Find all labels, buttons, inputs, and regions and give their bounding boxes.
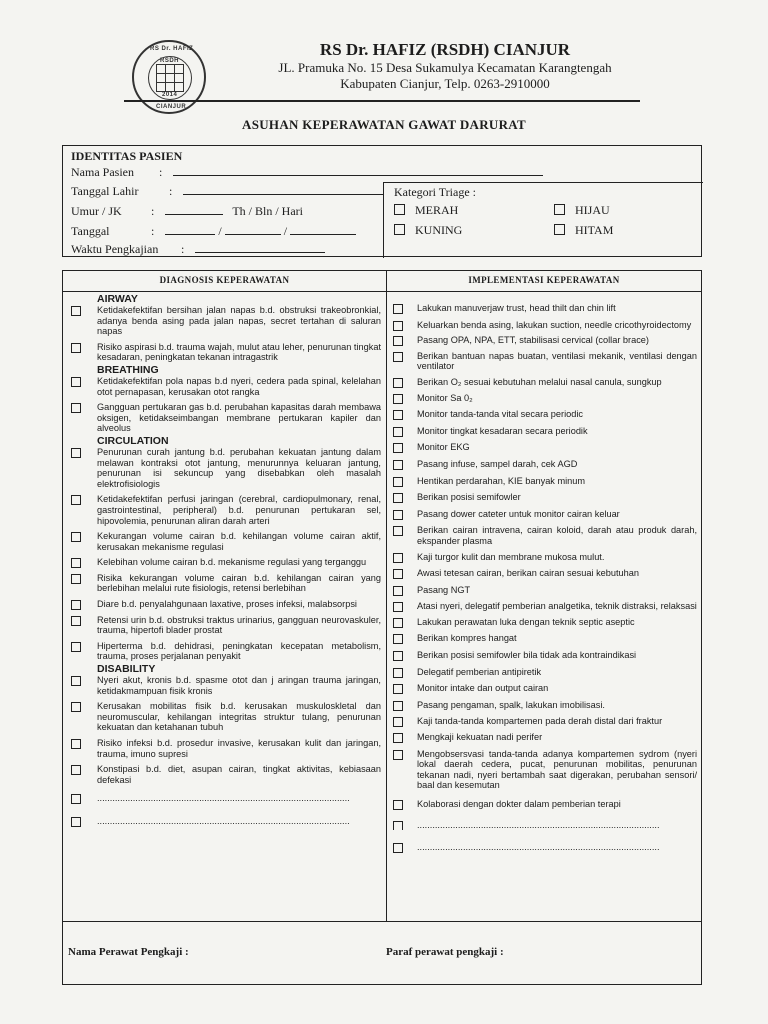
diagnosis-item[interactable]	[67, 376, 381, 397]
checkbox[interactable]	[393, 553, 403, 563]
section-circulation: CIRCULATION	[97, 434, 169, 447]
implementation-item[interactable]	[389, 320, 697, 331]
implementation-text: Awasi tetesan cairan, berikan cairan sesuai kebutuhan	[417, 568, 639, 579]
diagnosis-column	[67, 293, 381, 827]
checkbox[interactable]	[71, 495, 81, 505]
tanggal-day-field[interactable]	[165, 223, 215, 235]
checkbox[interactable]	[554, 204, 565, 215]
hospital-logo	[132, 40, 206, 114]
implementation-text: Monitor EKG	[417, 442, 470, 453]
diagnosis-item[interactable]	[67, 342, 381, 363]
checkbox[interactable]	[71, 574, 81, 584]
implementation-text: Monitor Sa 0₂	[417, 392, 473, 403]
checkbox[interactable]	[71, 702, 81, 712]
implementation-item[interactable]	[389, 667, 697, 678]
implementation-item[interactable]	[389, 617, 697, 628]
label-tanggal: Tanggal	[71, 224, 110, 238]
implementation-item[interactable]	[389, 492, 697, 503]
date-separator: /	[218, 224, 222, 238]
checkbox[interactable]	[393, 684, 403, 694]
footer-row-divider	[63, 921, 701, 922]
implementation-text: Mengobsersvasi tanda-tanda adanya kompartemen sydrom (nyeri lokal daerah cedera, pucat, penurunan mobilitas, penurunan tekanan nadi, nyeri bertambah saat digerakan, perubahan sensori/ baal dan kesemutan	[417, 748, 697, 791]
diagnosis-text: Ketidakefektifan perfusi jaringan (cerebral, cardiopulmonary, renal, gastrointestinal, peripheral) b.d. penurunan pertukaran sel, hipovolemia, penurunan aliran darah arteri	[97, 494, 381, 526]
label-umur-jk: Umur / JK	[71, 204, 122, 218]
triage-option-merah[interactable]	[394, 203, 458, 218]
implementation-item[interactable]	[389, 650, 697, 661]
triage-option-hijau[interactable]	[554, 203, 610, 218]
diagnosis-item[interactable]	[67, 764, 381, 785]
checkbox[interactable]	[393, 821, 403, 831]
checkbox[interactable]	[394, 224, 405, 235]
logo-text-bottom: CIANJUR	[156, 104, 187, 110]
checkbox[interactable]	[71, 642, 81, 652]
checkbox[interactable]	[71, 765, 81, 775]
implementation-text: Berikan O₂ sesuai kebutuhan melalui nasal canula, sungkup	[417, 376, 662, 387]
waktu-pengkajian-field[interactable]	[195, 241, 325, 253]
implementation-item[interactable]	[389, 700, 697, 711]
blank-line: ...................................................................................................	[97, 815, 350, 826]
tanggal-month-field[interactable]	[225, 223, 281, 235]
checkbox[interactable]	[393, 378, 403, 388]
implementation-item[interactable]	[389, 552, 697, 563]
checkbox[interactable]	[554, 224, 565, 235]
blank-line: ...............................................................................................	[417, 819, 660, 830]
implementation-column	[389, 303, 697, 853]
row-umur-jk	[71, 203, 303, 219]
checkbox[interactable]	[71, 817, 81, 827]
checkbox[interactable]	[393, 668, 403, 678]
implementation-text: Pasang NGT	[417, 584, 471, 595]
section-breathing: BREATHING	[97, 363, 159, 376]
diagnosis-text: Retensi urin b.d. obstruksi traktus urinarius, gangguan neurovaskuler, trauma, hipertofi blader prostat	[97, 614, 381, 636]
diagnosis-column-header: DIAGNOSIS KEPERAWATAN	[159, 275, 290, 285]
implementation-item[interactable]	[389, 749, 697, 791]
checkbox[interactable]	[71, 377, 81, 387]
implementation-item[interactable]	[389, 476, 697, 487]
implementation-item[interactable]	[389, 393, 697, 404]
nama-pasien-field[interactable]	[173, 164, 543, 176]
implementation-text: Lakukan manuverjaw trust, head thilt dan chin lift	[417, 303, 616, 313]
checkbox[interactable]	[393, 618, 403, 628]
document-title: ASUHAN KEPERAWATAN GAWAT DARURAT	[242, 117, 526, 132]
diagnosis-blank-item[interactable]	[67, 793, 381, 804]
implementation-item[interactable]	[389, 377, 697, 388]
implementation-text: Monitor tingkat kesadaran secara periodik	[417, 425, 588, 436]
diagnosis-text: Gangguan pertukaran gas b.d. perubahan kapasitas darah membawa oksigen, ketidakseimbangan membrane pertukaran kapiler dan alveolus	[97, 402, 381, 434]
diagnosis-item[interactable]	[67, 447, 381, 489]
checkbox[interactable]	[71, 306, 81, 316]
triage-label: HIJAU	[575, 203, 610, 217]
checkbox[interactable]	[71, 532, 81, 542]
implementation-item[interactable]	[389, 732, 697, 743]
diagnosis-text: Ketidakefektifan bersihan jalan napas b.d. obstruksi trakeobronkial, adanya benda asing pada jalan napas, secret tertahan di saluran napas	[97, 305, 381, 337]
implementation-item[interactable]	[389, 459, 697, 470]
checkbox[interactable]	[393, 634, 403, 644]
identity-heading: IDENTITAS PASIEN	[71, 149, 183, 163]
diagnosis-item[interactable]	[67, 531, 381, 552]
implementation-blank-item[interactable]	[389, 820, 697, 831]
diagnosis-text: Penurunan curah jantung b.d. perubahan kekuatan jantung dalam melawan kontraksi otot jantung, menurunnya keluaran jantung, penurunan isi sekuncup yang disebabkan oleh masalah elektrofisiologis	[97, 446, 381, 489]
triage-option-hitam[interactable]	[554, 223, 613, 238]
checkbox[interactable]	[393, 336, 403, 346]
tanggal-lahir-field[interactable]	[183, 183, 383, 195]
checkbox[interactable]	[71, 403, 81, 413]
implementation-text: Lakukan perawatan luka dengan teknik septic aseptic	[417, 616, 635, 627]
implementation-text: Hentikan perdarahan, KIE banyak minum	[417, 475, 586, 486]
implementation-item[interactable]	[389, 633, 697, 644]
hospital-address: JL. Pramuka No. 15 Desa Sukamulya Kecamatan Karangtengah	[278, 60, 612, 75]
checkbox[interactable]	[393, 701, 403, 711]
implementation-text: Berikan cairan intravena, cairan koloid, darah atau produk darah, ekspander plasma	[417, 525, 697, 546]
blank-line: ...................................................................................................	[97, 793, 350, 804]
checkbox[interactable]	[393, 352, 403, 362]
checkbox[interactable]	[71, 558, 81, 568]
diagnosis-text: Kekurangan volume cairan b.d. kehilangan volume cairan aktif, kerusakan mekanisme regulasi	[97, 531, 381, 552]
implementation-text: Berikan posisi semifowler bila tidak ada kontraindikasi	[417, 650, 637, 661]
diagnosis-item[interactable]	[67, 701, 381, 733]
colon: :	[151, 224, 155, 238]
implementation-text: Delegatif pemberian antipiretik	[417, 666, 542, 677]
hospital-city: Kabupaten Cianjur, Telp. 0263-2910000	[340, 76, 550, 91]
implementation-item[interactable]	[389, 426, 697, 437]
implementation-text: Pasang infuse, sampel darah, cek AGD	[417, 458, 578, 469]
implementation-text: Berikan kompres hangat	[417, 633, 517, 644]
implementation-text: Keluarkan benda asing, lakukan suction, needle cricothyroidectomy	[417, 319, 692, 330]
implementation-text: Berikan bantuan napas buatan, ventilasi mekanik, ventilasi dengan ventilator	[417, 350, 697, 372]
triage-label: KUNING	[415, 223, 463, 237]
checkbox[interactable]	[393, 651, 403, 661]
hospital-name: RS Dr. HAFIZ (RSDH) CIANJUR	[319, 40, 571, 59]
checkbox[interactable]	[393, 493, 403, 503]
checkbox[interactable]	[71, 794, 81, 804]
implementation-item[interactable]	[389, 351, 697, 372]
diagnosis-item[interactable]	[67, 573, 381, 594]
diagnosis-item[interactable]	[67, 402, 381, 434]
colon: :	[151, 204, 155, 218]
logo-grid-icon	[156, 64, 184, 92]
header-divider	[124, 100, 640, 102]
implementation-text: Atasi nyeri, delegatif pemberian analgetika, teknik distraksi, relaksasi	[417, 601, 697, 612]
diagnosis-item[interactable]	[67, 305, 381, 337]
blank-line: ...............................................................................................	[417, 842, 660, 853]
nurse-signature-label: Paraf perawat pengkaji :	[386, 946, 504, 958]
implementation-item[interactable]	[389, 442, 697, 453]
implementation-text: Pasang dower cateter untuk monitor cairan keluar	[417, 508, 620, 519]
triage-option-kuning[interactable]	[394, 223, 462, 238]
diagnosis-item[interactable]	[67, 641, 381, 662]
checkbox[interactable]	[393, 394, 403, 404]
diagnosis-text: Nyeri akut, kronis b.d. spasme otot dan j aringan trauma jaringan, ketidakmampuan fisik kronis	[97, 675, 381, 696]
implementation-text: Kolaborasi dengan dokter dalam pemberian terapi	[417, 799, 621, 809]
checkbox[interactable]	[393, 321, 403, 331]
diagnosis-text: Risika kekurangan volume cairan b.d. kehilangan cairan yang berlebihan melalui rute fisiologis, retensi berlebihan	[97, 572, 381, 594]
diagnosis-item[interactable]	[67, 675, 381, 696]
nursing-care-table	[62, 270, 702, 985]
implementation-blank-item[interactable]	[389, 842, 697, 853]
colon: :	[181, 242, 185, 256]
checkbox[interactable]	[71, 343, 81, 353]
implementation-item[interactable]	[389, 799, 697, 810]
row-tanggal	[71, 223, 356, 239]
label-waktu-pengkajian: Waktu Pengkajian	[71, 242, 159, 256]
triage-label: HITAM	[575, 223, 614, 237]
implementation-text: Kaji turgor kulit dan membrane mukosa mulut.	[417, 551, 605, 562]
umur-field[interactable]	[165, 203, 223, 215]
checkbox[interactable]	[393, 602, 403, 612]
checkbox[interactable]	[393, 443, 403, 453]
row-nama-pasien	[71, 164, 543, 180]
implementation-item[interactable]	[389, 683, 697, 694]
diagnosis-blank-item[interactable]	[67, 816, 381, 827]
diagnosis-text: Konstipasi b.d. diet, asupan cairan, tingkat aktivitas, kebiasaan defekasi	[97, 764, 381, 785]
implementation-item[interactable]	[389, 525, 697, 546]
diagnosis-text: Hiperterma b.d. dehidrasi, peningkatan kecepatan metabolism, trauma, proses perjalanan penyakit	[97, 640, 381, 662]
label-tanggal-lahir: Tanggal Lahir	[71, 184, 139, 198]
checkbox[interactable]	[393, 510, 403, 520]
diagnosis-text: Diare b.d. penyalahgunaan laxative, proses infeksi, malabsorpsi	[97, 599, 357, 610]
implementation-item[interactable]	[389, 601, 697, 612]
row-waktu-pengkajian	[71, 241, 325, 257]
diagnosis-text: Ketidakefektifan pola napas b.d nyeri, cedera pada spinal, kelelahan otot pernapasan, kerusakan otot rangka	[97, 375, 381, 397]
triage-label: MERAH	[415, 203, 459, 217]
patient-identity-box	[62, 145, 702, 257]
diagnosis-item[interactable]	[67, 599, 381, 610]
checkbox[interactable]	[393, 843, 403, 853]
checkbox[interactable]	[71, 448, 81, 458]
implementation-item[interactable]	[389, 585, 697, 596]
row-tanggal-lahir	[71, 183, 383, 199]
section-airway: AIRWAY	[97, 293, 138, 305]
logo-text-year: 2014	[162, 92, 178, 98]
section-disability: DISABILITY	[97, 663, 156, 676]
implementation-text: Kaji tanda-tanda kompartemen pada derah distal dari fraktur	[417, 716, 663, 727]
checkbox[interactable]	[394, 204, 405, 215]
logo-text-mid: RSDH	[160, 58, 180, 64]
tanggal-year-field[interactable]	[290, 223, 356, 235]
checkbox[interactable]	[71, 600, 81, 610]
colon: :	[159, 165, 163, 179]
implementation-text: Berikan posisi semifowler	[417, 492, 521, 503]
column-divider	[386, 271, 387, 921]
checkbox[interactable]	[393, 750, 403, 760]
diagnosis-text: Risiko aspirasi b.d. trauma wajah, mulut atau leher, penurunan tingkat kesadaran, peningkatan tekanan intragastrik	[97, 341, 381, 363]
checkbox[interactable]	[71, 616, 81, 626]
diagnosis-item[interactable]	[67, 557, 381, 568]
diagnosis-text: Kerusakan mobilitas fisik b.d. kerusakan muskuloskletal dan neuromuscular, kehilangan integritas struktur tulang, penurunan kekuatan dan ketahanan tubuh	[97, 701, 381, 733]
checkbox[interactable]	[393, 800, 403, 810]
implementation-text: Pasang pengaman, spalk, lakukan imobilisasi.	[417, 699, 605, 710]
triage-heading: Kategori Triage :	[394, 185, 476, 199]
checkbox[interactable]	[393, 410, 403, 420]
header-row-divider	[63, 291, 701, 292]
implementation-text: Monitor intake dan output cairan	[417, 683, 549, 694]
checkbox[interactable]	[393, 733, 403, 743]
checkbox[interactable]	[393, 526, 403, 536]
diagnosis-text: Risiko infeksi b.d. prosedur invasive, kerusakan kulit dan jaringan, trauma, imuno supresi	[97, 738, 381, 759]
checkbox[interactable]	[71, 676, 81, 686]
nurse-name-label: Nama Perawat Pengkaji :	[68, 946, 189, 958]
logo-text-top: RS Dr. HAFIZ	[150, 46, 194, 52]
colon: :	[169, 184, 173, 198]
implementation-item[interactable]	[389, 509, 697, 520]
umur-unit: Th / Bln / Hari	[232, 204, 304, 218]
checkbox[interactable]	[393, 427, 403, 437]
checkbox[interactable]	[71, 739, 81, 749]
checkbox[interactable]	[393, 569, 403, 579]
label-nama-pasien: Nama Pasien	[71, 165, 134, 179]
checkbox[interactable]	[393, 477, 403, 487]
diagnosis-text: Kelebihan volume cairan b.d. mekanisme regulasi yang terganggu	[97, 557, 367, 568]
checkbox[interactable]	[393, 586, 403, 596]
checkbox[interactable]	[393, 304, 403, 314]
implementation-text: Mengkaji kekuatan nadi perifer	[417, 732, 543, 743]
diagnosis-item[interactable]	[67, 494, 381, 526]
implementation-column-header: IMPLEMENTASI KEPERAWATAN	[468, 275, 620, 285]
implementation-item[interactable]	[389, 335, 697, 346]
triage-box	[383, 182, 703, 258]
checkbox[interactable]	[393, 460, 403, 470]
checkbox[interactable]	[393, 717, 403, 727]
date-separator: /	[283, 224, 288, 238]
implementation-item[interactable]	[389, 716, 697, 727]
implementation-text: Monitor tanda-tanda vital secara periodic	[417, 409, 583, 420]
implementation-item[interactable]	[389, 303, 697, 314]
implementation-item[interactable]	[389, 409, 697, 420]
diagnosis-item[interactable]	[67, 615, 381, 636]
diagnosis-item[interactable]	[67, 738, 381, 759]
implementation-item[interactable]	[389, 568, 697, 579]
implementation-text: Pasang OPA, NPA, ETT, stabilisasi cervical (collar brace)	[417, 335, 649, 346]
